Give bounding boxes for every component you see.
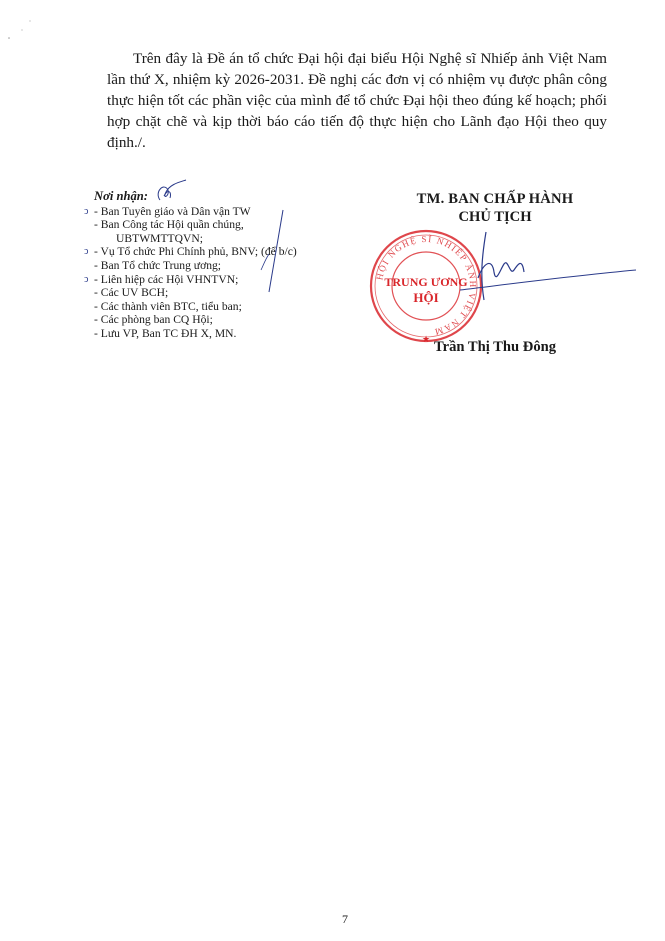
scan-specks <box>0 0 60 50</box>
report-note: (để b/c) <box>261 245 297 259</box>
check-mark-icon: ↄ <box>84 273 89 285</box>
check-mark-icon: ↄ <box>84 246 89 258</box>
recipient-item: - Lưu VP, Ban TC ĐH X, MN. <box>94 326 237 340</box>
page-number: 7 <box>342 912 348 926</box>
seal-center-line2: HỘI <box>413 290 439 305</box>
recipient-item: ↄ - Ban Tuyên giáo và Dân vận TW <box>84 204 251 218</box>
signer-name: Trần Thị Thu Đông <box>433 339 557 355</box>
recipient-item: - Các phòng ban CQ Hội; <box>94 313 213 327</box>
recipient-item: - Các thành viên BTC, tiểu ban; <box>94 299 242 313</box>
recipient-item: - Các UV BCH; <box>94 286 169 300</box>
signature-block <box>380 190 610 226</box>
handwritten-bracket-line <box>255 208 285 298</box>
seal-center-line1: TRUNG ƯƠNG <box>384 275 468 289</box>
signing-authority: TM. BAN CHẤP HÀNH <box>416 191 574 207</box>
seal-star-icon: ★ <box>422 334 431 344</box>
signer-title: CHỦ TỊCH <box>458 209 532 225</box>
recipient-item: - Ban Công tác Hội quần chúng, UBTWMTTQVN; <box>94 218 244 245</box>
recipient-item: ↄ - Liên hiệp các Hội VHNTVN; <box>84 272 239 286</box>
closing-paragraph: Trên đây là Đề án tổ chức Đại hội đại biểu Hội Nghệ sĩ Nhiếp ảnh Việt Nam lần thứ X, nhiệm kỳ 2026-2031. Đề nghị các đơn vị có nhiệm vụ được phân công thực hiện tốt các phần việc của mình để tổ chức Đại hội theo đúng kế hoạch; phối hợp chặt chẽ và kịp thời báo cáo tiến độ thực hiện cho Lãnh đạo Hội theo quy định./. <box>107 50 607 151</box>
handwritten-initial-mark <box>150 178 190 208</box>
check-mark-icon: ↄ <box>84 205 89 217</box>
recipient-item: - Ban Tổ chức Trung ương; <box>94 258 222 272</box>
recipient-item: ↄ - Vụ Tổ chức Phi Chính phủ, BNV; (để b/c) <box>84 245 297 259</box>
handwritten-signature <box>440 228 640 308</box>
recipients-list <box>84 189 348 341</box>
recipients-heading: Nơi nhận: <box>94 189 149 203</box>
seal-outer-text: HỘI NGHỆ SĨ NHIẾP ẢNH VIỆT NAM <box>374 233 479 338</box>
